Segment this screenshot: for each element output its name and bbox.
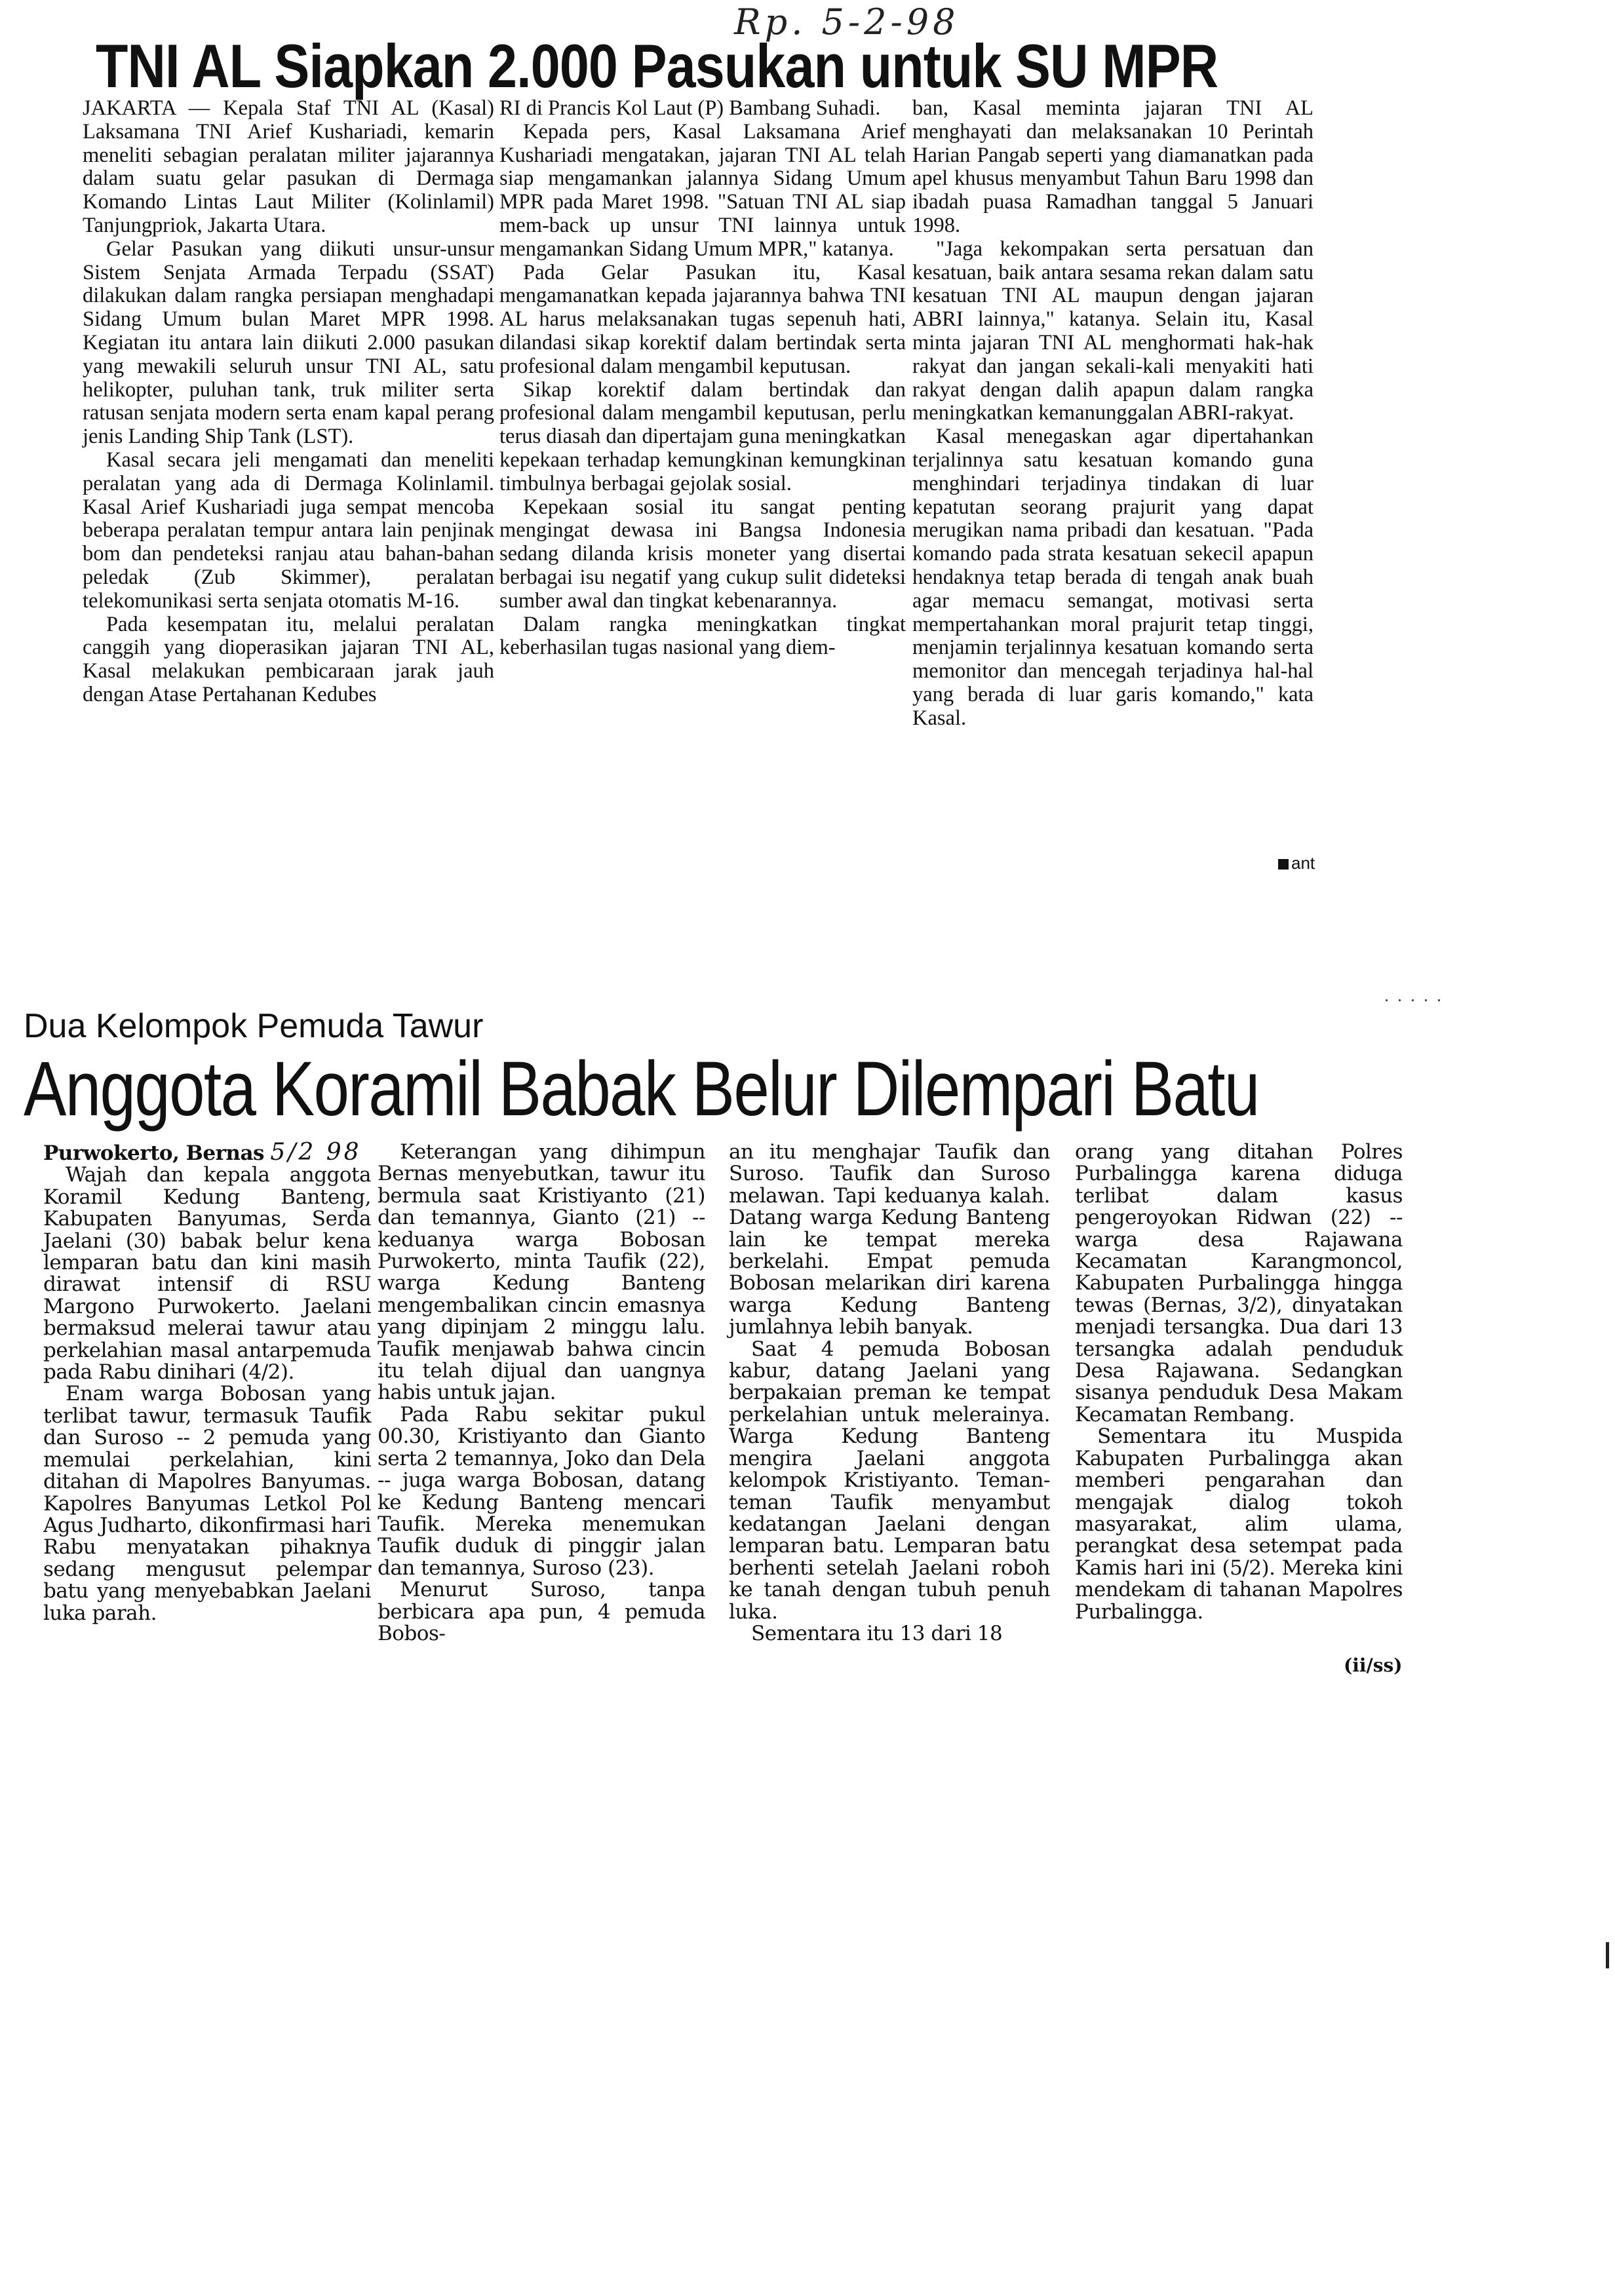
paragraph: Saat 4 pemuda Bobosan kabur, datang Jaelani yang berpakaian preman ke tempat perkelahian untuk melerainya. Warga Kedung Banteng mengira Jaelani anggota kelompok Kristiyanto. Teman-teman Taufik menyambut kedatangan Jaelani dengan lemparan batu. Lemparan batu berhenti setelah Jaelani roboh ke tanah dengan tubuh penuh luka. xyxy=(729,1337,1050,1624)
end-mark-square xyxy=(1278,859,1289,870)
paragraph: Kasal secara jeli mengamati dan meneliti peralatan yang ada di Dermaga Kolinlamil. Kasal Arief Kushariadi juga sempat mencoba beberapa peralatan tempur antara lain penjinak bom dan pendeteksi ranjau atau bahan-bahan peledak (Zub Skimmer), peralatan telekomunikasi serta senjata otomatis M-16. xyxy=(83,448,494,613)
credit-text: ant xyxy=(1291,853,1315,873)
paragraph: Kasal menegaskan agar dipertahankan terjalinnya satu kesatuan komando guna menghindari terjadinya tindakan di luar kepatutan seorang prajurit yang dapat merugikan nama pribadi dan kesatuan. "Pada komando pada strata kesatuan sekecil apapun hendaknya tetap berada di tengah anak buah agar memacu semangat, motivasi serta mempertahankan moral prajurit tetap tinggi, menjamin terjalinnya kesatuan komando serta memonitor dan mencegah terjadinya hal-hal yang berada di luar garis komando," kata Kasal. xyxy=(912,425,1313,730)
paragraph: Kepekaan sosial itu sangat penting mengingat dewasa ini Bangsa Indonesia sedang dilanda krisis moneter yang disertai berbagai isu negatif yang cukup sulit dideteksi sumber awal dan tingkat kebenarannya. xyxy=(499,495,906,613)
paragraph: Wajah dan kepala anggota Koramil Kedung Banteng, Kabupaten Banyumas, Serda Jaelani (30) babak belur kena lemparan batu dan kini masih dirawat intensif di RSU Margono Purwokerto. Jaelani bermaksud melerai tawur atau perkelahian masal antarpemuda pada Rabu dinihari (4/2). xyxy=(43,1163,371,1385)
paragraph: Pada Rabu sekitar pukul 00.30, Kristiyanto dan Gianto serta 2 temannya, Joko dan Dela -- juga warga Bobosan, datang ke Kedung Banteng mencari Taufik. Mereka menemukan Taufik duduk di pinggir jalan dan temannya, Suroso (23). xyxy=(378,1402,705,1580)
article1-headline: TNI AL Siapkan 2.000 Pasukan untuk SU MPR xyxy=(96,31,1218,100)
article2-column-3 xyxy=(729,1141,1050,1645)
dateline xyxy=(43,1141,371,1164)
separator-dots: . . . . . xyxy=(1384,985,1443,1006)
article1-column-2 xyxy=(499,97,906,660)
paragraph: "Jaga kekompakan serta persatuan dan kesatuan, baik antara sesama rekan dalam satu kesatuan TNI AL maupun dengan jajaran ABRI lainnya," katanya. Selain itu, Kasal minta jajaran TNI AL menghormati hak-hak rakyat dan jangan sekali-kali menyakiti hati rakyat dengan dalih apapun dalam rangka meningkatkan kemanunggalan ABRI-rakyat. xyxy=(912,237,1313,425)
paragraph: ban, Kasal meminta jajaran TNI AL menghayati dan melaksanakan 10 Perintah Harian Pangab seperti yang diamanatkan pada apel khusus menyambut Tahun Baru 1998 dan ibadah puasa Ramadhan tanggal 5 Januari 1998. xyxy=(912,96,1313,237)
handwritten-date-note: Rp. 5-2-98 xyxy=(734,1,960,43)
paragraph: Kepada pers, Kasal Laksamana Arief Kushariadi mengatakan, jajaran TNI AL telah siap mengamankan jalannya Sidang Umum MPR pada Maret 1998. "Satuan TNI AL siap mem-back up unsur TNI lainnya untuk mengamankan Sidang Umum MPR," katanya. xyxy=(499,119,906,261)
paragraph: Gelar Pasukan yang diikuti unsur-unsur Sistem Senjata Armada Terpadu (SSAT) dilakukan dalam rangka persiapan menghadapi Sidang Umum bulan Maret MPR 1998. Kegiatan itu antara lain diikuti 2.000 pasukan yang mewakili seluruh unsur TNI AL, satu helikopter, puluhan tank, truk militer serta ratusan senjata modern serta enam kapal perang jenis Landing Ship Tank (LST). xyxy=(83,237,494,449)
paragraph: an itu menghajar Taufik dan Suroso. Taufik dan Suroso melawan. Tapi keduanya kalah. Datang warga Kedung Banteng lain ke tempat mereka berkelahi. Empat pemuda Bobosan melarikan diri karena warga Kedung Banteng jumlahnya lebih banyak. xyxy=(729,1140,1050,1339)
article2-column-2 xyxy=(378,1141,705,1645)
paragraph: orang yang ditahan Polres Purbalingga karena diduga terlibat dalam kasus pengeroyokan Ridwan (22) -- warga desa Rajawana Kecamatan Karangmoncol, Kabupaten Purbalingga hingga tewas (Bernas, 3/2), dinyatakan menjadi tersangka. Dua dari 13 tersangka adalah penduduk Desa Rajawana. Sedangkan sisanya penduduk Desa Makam Kecamatan Rembang. xyxy=(1075,1140,1403,1426)
article1-credit xyxy=(1278,853,1315,873)
article1-column-1 xyxy=(83,97,494,707)
paragraph: Pada Gelar Pasukan itu, Kasal mengamanatkan kepada jajarannya bahwa TNI AL harus melaksanakan tugas sepenuh hati, dilandasi sikap korektif dalam bertindak serta profesional dalam mengambil keputusan. xyxy=(499,260,906,378)
article2-headline: Anggota Koramil Babak Belur Dilempari Batu xyxy=(24,1046,1259,1132)
dateline-text: Purwokerto, Bernas xyxy=(43,1141,264,1165)
paragraph: Menurut Suroso, tanpa berbicara apa pun, 4 pemuda Bobos- xyxy=(378,1578,705,1645)
paragraph: Sementara itu Muspida Kabupaten Purbalingga akan memberi pengarahan dan mengajak dialog tokoh masyarakat, alim ulama, perangkat desa setempat pada Kamis hari ini (5/2). Mereka kini mendekam di tahanan Mapolres Purbalingga. xyxy=(1075,1425,1403,1624)
scan-edge-mark xyxy=(1606,1942,1609,1968)
paragraph: Keterangan yang dihimpun Bernas menyebutkan, tawur itu bermula saat Kristiyanto (21) dan temannya, Gianto (21) -- keduanya warga Bobosan Purwokerto, minta Taufik (22), warga Kedung Banteng mengembalikan cincin emasnya yang dipinjam 2 minggu lalu. Taufik menjawab bahwa cincin itu telah dijual dan uangnya habis untuk jajan. xyxy=(378,1140,705,1405)
article2-column-1 xyxy=(43,1141,371,1624)
handwritten-dateline-date: 5/2 98 xyxy=(270,1139,362,1166)
paragraph: Sementara itu 13 dari 18 xyxy=(751,1621,1003,1645)
paragraph: Pada kesempatan itu, melalui peralatan canggih yang dioperasikan jajaran TNI AL, Kasal melakukan pembicaraan jarak jauh dengan Atase Pertahanan Kedubes xyxy=(83,612,494,706)
article1-column-3 xyxy=(912,97,1313,731)
paragraph: Enam warga Bobosan yang terlibat tawur, termasuk Taufik dan Suroso -- 2 pemuda yang memulai perkelahian, kini ditahan di Mapolres Banyumas. Kapolres Banyumas Letkol Pol Agus Judharto, dikonfirmasi hari Rabu menyatakan pihaknya sedang mengusut pelempar batu yang menyebabkan Jaelani luka parah. xyxy=(43,1382,371,1625)
paragraph: Sikap korektif dalam bertindak dan profesional dalam mengambil keputusan, perlu terus diasah dan dipertajam guna meningkatkan kepekaan terhadap kemungkinan kemungkinan timbulnya berbagai gejolak sosial. xyxy=(499,377,906,495)
article2-credit: (ii/ss) xyxy=(1344,1655,1403,1676)
article2-kicker: Dua Kelompok Pemuda Tawur xyxy=(24,1007,484,1045)
paragraph: RI di Prancis Kol Laut (P) Bambang Suhadi. xyxy=(499,96,881,120)
article2-column-4 xyxy=(1075,1141,1403,1623)
paragraph: Dalam rangka meningkatkan tingkat keberhasilan tugas nasional yang diem- xyxy=(499,612,906,660)
paragraph: JAKARTA — Kepala Staf TNI AL (Kasal) Laksamana TNI Arief Kushariadi, kemarin meneliti sebagian peralatan militer jajarannya dalam suatu gelar pasukan di Dermaga Komando Lintas Laut Militer (Kolinlamil) Tanjungpriok, Jakarta Utara. xyxy=(83,96,494,237)
